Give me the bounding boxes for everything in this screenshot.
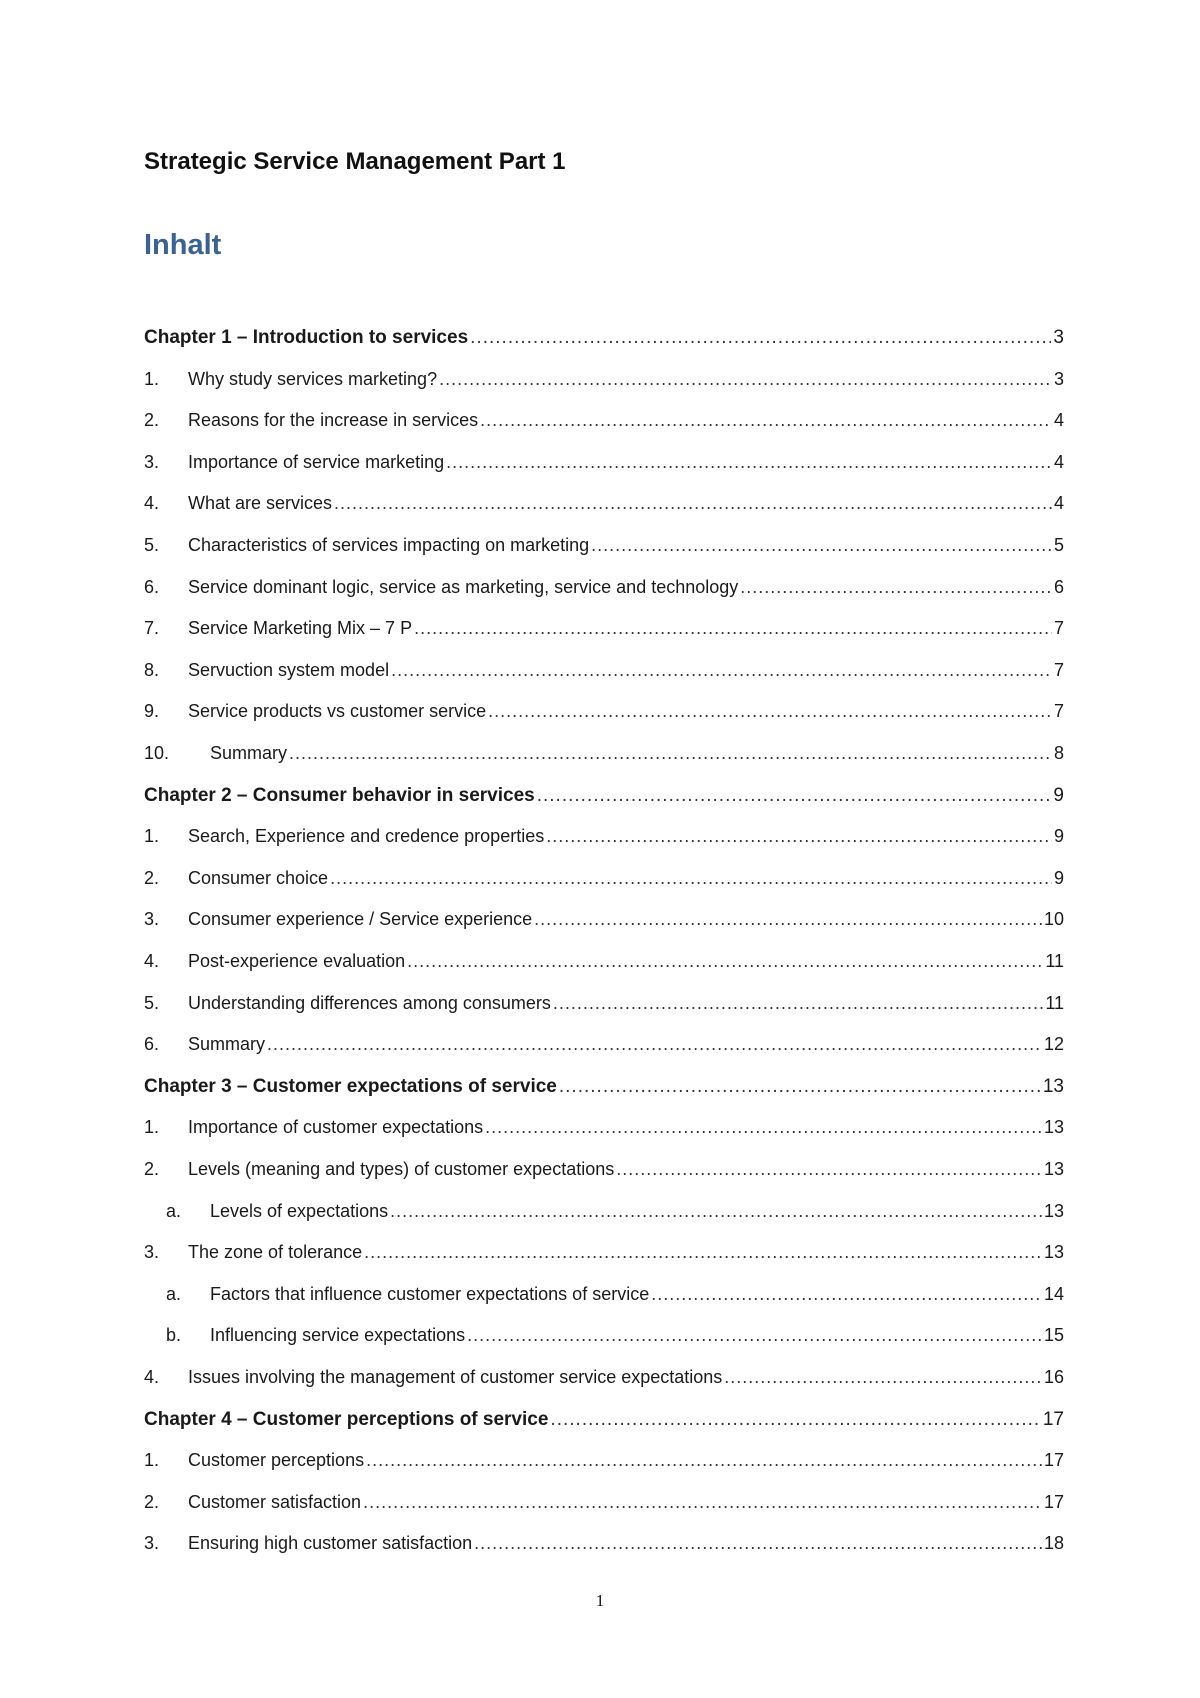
toc-entry-page: 7: [1053, 659, 1064, 680]
toc-entry-page: 4: [1053, 493, 1064, 514]
toc-entry-page: 13: [1043, 1242, 1064, 1263]
toc-entry[interactable]: [144, 1242, 1064, 1272]
toc-entry-page: 17: [1043, 1450, 1064, 1471]
toc-entry[interactable]: [144, 826, 1064, 856]
document-title: Strategic Service Management Part 1: [144, 148, 566, 175]
toc-dot-leader: [366, 1450, 1042, 1471]
toc-entry[interactable]: [144, 660, 1064, 690]
toc-entry-page: 13: [1043, 1117, 1064, 1138]
toc-entry-text: Summary: [210, 743, 288, 763]
toc-entry-text: Levels of expectations: [210, 1200, 389, 1221]
toc-entry-text: Servuction system model: [188, 659, 390, 680]
toc-entry-text: Understanding differences among consumers: [188, 992, 551, 1013]
toc-entry-page: 3: [1053, 327, 1064, 348]
toc-dot-leader: [414, 618, 1052, 639]
toc-entry[interactable]: [144, 909, 1064, 939]
toc-entry[interactable]: [144, 410, 1064, 440]
toc-entry-page: 13: [1042, 1075, 1064, 1097]
toc-dot-leader: [330, 868, 1052, 889]
toc-entry-page: 14: [1043, 1283, 1064, 1304]
toc-entry-page: 3: [1053, 368, 1064, 389]
toc-dot-leader: [537, 785, 1052, 807]
toc-entry-page: 11: [1045, 951, 1064, 971]
toc-dot-leader: [724, 1367, 1042, 1388]
toc-entry-number: 3.: [144, 1533, 160, 1554]
toc-entry[interactable]: [144, 493, 1064, 523]
toc-entry-text: Service products vs customer service: [188, 701, 487, 722]
toc-entry-page: 4: [1053, 451, 1064, 472]
toc-dot-leader: [467, 1325, 1042, 1346]
toc-chapter-entry[interactable]: [144, 1076, 1064, 1106]
toc-entry-number: 10.: [144, 743, 170, 763]
toc-entry[interactable]: [144, 951, 1064, 981]
toc-dot-leader: [480, 410, 1052, 431]
toc-entry-number: 6.: [144, 1034, 160, 1055]
toc-entry-text: Consumer experience / Service experience: [188, 909, 533, 930]
toc-entry[interactable]: [144, 868, 1064, 898]
toc-entry-number: 2.: [144, 867, 160, 888]
toc-dot-leader: [391, 660, 1052, 681]
toc-entry-number: 5.: [144, 992, 160, 1013]
toc-entry-text: Influencing service expectations: [210, 1325, 466, 1346]
toc-entry[interactable]: [144, 1159, 1064, 1189]
toc-entry-page: 11: [1045, 992, 1064, 1013]
toc-entry[interactable]: [144, 452, 1064, 482]
toc-dot-leader: [534, 909, 1042, 930]
toc-entry-page: 8: [1053, 743, 1064, 763]
toc-dot-leader: [591, 535, 1052, 556]
toc-dot-leader: [334, 493, 1052, 514]
toc-entry-page: 10: [1043, 909, 1064, 930]
toc-entry-text: The zone of tolerance: [188, 1242, 363, 1263]
toc-entry-page: 17: [1042, 1408, 1064, 1430]
toc-entry[interactable]: [144, 1492, 1064, 1522]
toc-entry-text: Customer perceptions: [188, 1450, 365, 1471]
toc-entry-text: Chapter 1 – Introduction to services: [144, 327, 469, 348]
toc-entry[interactable]: [144, 1450, 1064, 1480]
toc-entry-text: What are services: [188, 493, 333, 514]
toc-entry[interactable]: [144, 1034, 1064, 1064]
toc-entry-text: Importance of customer expectations: [188, 1117, 484, 1138]
toc-entry-number: a.: [166, 1200, 182, 1221]
toc-entry[interactable]: [144, 618, 1064, 648]
toc-entry-page: 6: [1053, 576, 1064, 597]
toc-entry-number: 3.: [144, 451, 160, 472]
toc-entry-number: 4.: [144, 493, 160, 514]
toc-entry-number: 1.: [144, 1117, 160, 1138]
toc-entry-number: 3.: [144, 1242, 160, 1263]
toc-entry[interactable]: [144, 993, 1064, 1023]
toc-entry-page: 7: [1053, 618, 1064, 639]
toc-entry-page: 15: [1043, 1325, 1064, 1346]
toc-dot-leader: [559, 1076, 1041, 1098]
toc-entry[interactable]: [144, 701, 1064, 731]
toc-dot-leader: [474, 1533, 1042, 1554]
toc-dot-leader: [446, 452, 1052, 473]
toc-entry[interactable]: [144, 1367, 1064, 1397]
toc-entry-text: Summary: [188, 1034, 266, 1055]
toc-dot-leader: [550, 1409, 1040, 1431]
toc-entry-page: 4: [1053, 410, 1064, 431]
toc-entry-page: 9: [1053, 867, 1064, 888]
toc-entry[interactable]: [144, 535, 1064, 565]
toc-entry-number: 9.: [144, 701, 160, 722]
toc-dot-leader: [616, 1159, 1042, 1180]
toc-entry-text: Characteristics of services impacting on marketing: [188, 535, 590, 555]
toc-dot-leader: [485, 1117, 1042, 1138]
toc-entry-number: 6.: [144, 576, 160, 597]
toc-entry-page: 18: [1043, 1533, 1064, 1554]
toc-entry-text: Post-experience evaluation: [188, 951, 406, 971]
toc-entry-text: Factors that influence customer expectations of service: [210, 1283, 650, 1304]
toc-entry-page: 7: [1053, 701, 1064, 722]
toc-entry[interactable]: [144, 577, 1064, 607]
toc-dot-leader: [546, 826, 1052, 847]
toc-dot-leader: [267, 1034, 1042, 1055]
toc-dot-leader: [364, 1242, 1042, 1263]
toc-entry-page: 9: [1053, 826, 1064, 847]
toc-entry[interactable]: [144, 743, 1064, 773]
toc-entry-text: Customer satisfaction: [188, 1491, 362, 1512]
toc-entry-number: 1.: [144, 826, 160, 847]
page-number: 1: [595, 1591, 605, 1610]
toc-heading: Inhalt: [144, 229, 222, 261]
toc-entry-text: Levels (meaning and types) of customer expectations: [188, 1159, 615, 1179]
toc-entry-text: Chapter 3 – Customer expectations of service: [144, 1075, 557, 1097]
toc-entry-number: 2.: [144, 410, 160, 431]
toc-entry-text: Why study services marketing?: [188, 368, 438, 389]
toc-chapter-entry[interactable]: [144, 327, 1064, 357]
toc-dot-leader: [289, 743, 1052, 764]
toc-entry-text: Search, Experience and credence properties: [188, 826, 545, 847]
toc-entry[interactable]: [144, 1533, 1064, 1563]
toc-entry-text: Importance of service marketing: [188, 451, 445, 472]
toc-entry-page: 13: [1043, 1200, 1064, 1221]
toc-chapter-entry[interactable]: [144, 1409, 1064, 1439]
toc-entry-page: 9: [1053, 784, 1064, 806]
toc-dot-leader: [390, 1201, 1042, 1222]
toc-entry-number: 4.: [144, 951, 160, 971]
toc-entry[interactable]: [144, 1325, 1064, 1355]
toc-entry-number: 2.: [144, 1159, 160, 1179]
toc-entry-text: Issues involving the management of customer service expectations: [188, 1367, 723, 1387]
toc-dot-leader: [488, 701, 1052, 722]
toc-entry-text: Service Marketing Mix – 7 P: [188, 618, 413, 639]
toc-entry-number: a.: [166, 1283, 182, 1304]
toc-entry-page: 13: [1043, 1159, 1064, 1179]
toc-chapter-entry[interactable]: [144, 785, 1064, 815]
toc-entry-number: 1.: [144, 368, 160, 389]
toc-entry-text: Chapter 4 – Customer perceptions of service: [144, 1408, 549, 1430]
toc-entry-text: Reasons for the increase in services: [188, 410, 479, 431]
toc-entry-text: Chapter 2 – Consumer behavior in services: [144, 784, 535, 806]
toc-entry-number: 7.: [144, 618, 160, 639]
toc-entry-page: 17: [1043, 1491, 1064, 1512]
toc-entry-number: b.: [166, 1325, 182, 1346]
toc-entry-number: 8.: [144, 659, 160, 680]
toc-dot-leader: [407, 951, 1043, 972]
toc-entry-text: Service dominant logic, service as marketing, service and technology: [188, 576, 739, 597]
toc-entry-page: 5: [1053, 535, 1064, 555]
toc-entry-number: 3.: [144, 909, 160, 930]
toc-entry[interactable]: [144, 1284, 1064, 1314]
toc-dot-leader: [740, 577, 1052, 598]
toc-dot-leader: [553, 993, 1043, 1014]
toc-entry-page: 12: [1043, 1034, 1064, 1055]
toc-dot-leader: [363, 1492, 1042, 1513]
toc-entry-page: 16: [1043, 1367, 1064, 1387]
toc-entry[interactable]: [144, 369, 1064, 399]
toc-dot-leader: [439, 369, 1052, 390]
toc-entry-number: 4.: [144, 1367, 160, 1387]
toc-entry-number: 1.: [144, 1450, 160, 1471]
toc-entry-text: Consumer choice: [188, 867, 329, 888]
toc-entry-text: Ensuring high customer satisfaction: [188, 1533, 473, 1554]
toc-entry[interactable]: [144, 1201, 1064, 1231]
toc-entry[interactable]: [144, 1117, 1064, 1147]
toc-entry-number: 5.: [144, 535, 160, 555]
toc-dot-leader: [470, 327, 1051, 349]
toc-dot-leader: [651, 1284, 1042, 1305]
toc-entry-number: 2.: [144, 1491, 160, 1512]
